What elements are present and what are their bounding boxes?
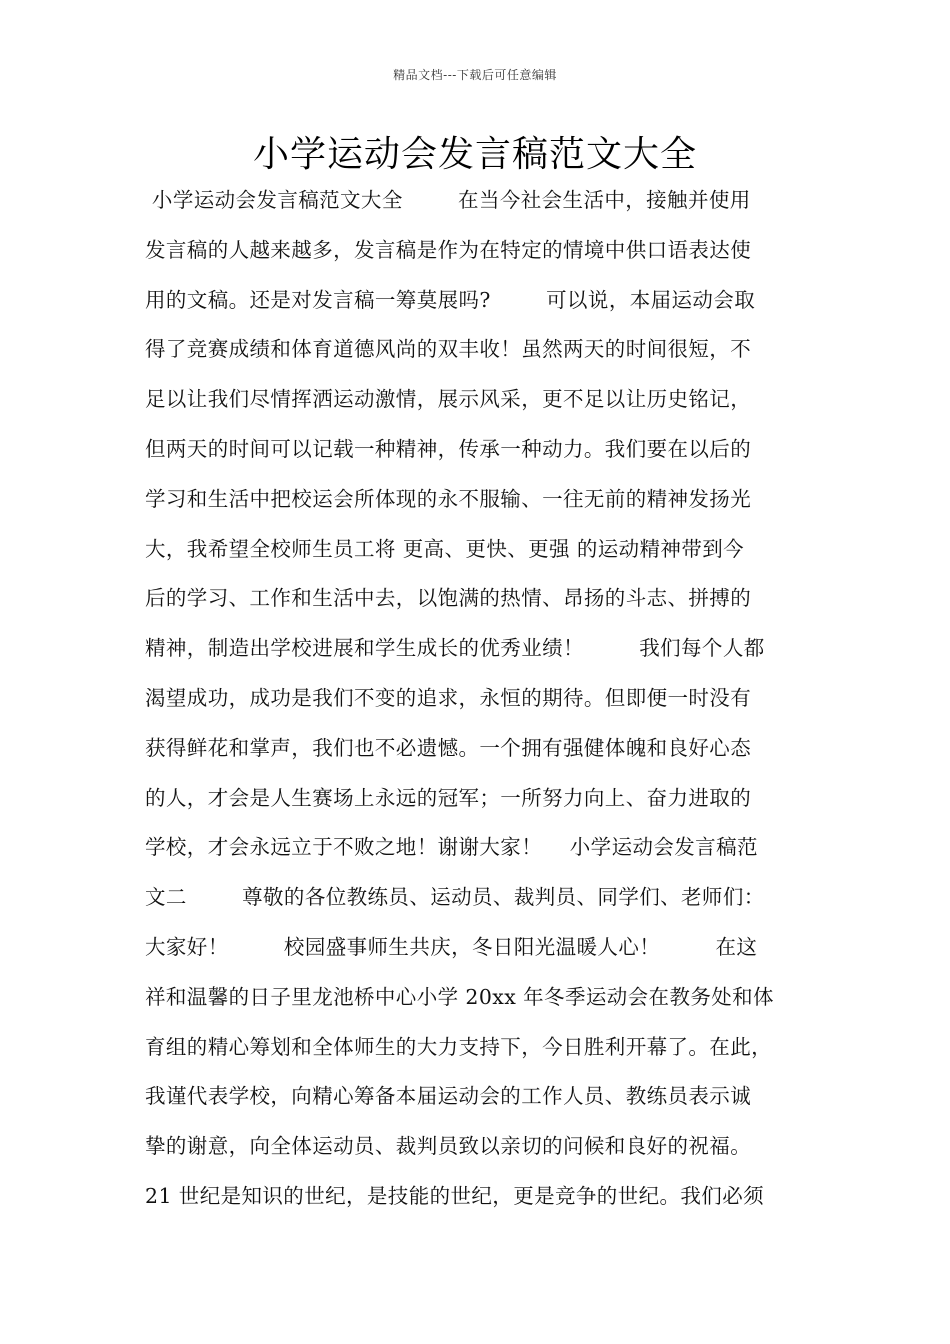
body-line: 足以让我们尽情挥洒运动激情，展示风采，更不足以让历史铭记， — [145, 387, 752, 412]
body-line: 学习和生活中把校运会所体现的永不服输、一往无前的精神发扬光 — [145, 486, 752, 511]
body-line: 挚的谢意，向全体运动员、裁判员致以亲切的问候和良好的祝福。 — [145, 1134, 752, 1159]
body-line: 获得鲜花和掌声，我们也不必遗憾。一个拥有强健体魄和良好心态 — [145, 735, 752, 760]
document-body — [145, 180, 825, 1226]
body-line: 文二 尊敬的各位教练员、运动员、裁判员、同学们、老师们： — [145, 885, 765, 910]
document-title: 小学运动会发言稿范文大全 — [252, 134, 697, 175]
body-line: 育组的精心筹划和全体师生的大力支持下，今日胜利开幕了。在此， — [145, 1034, 772, 1059]
body-line: 后的学习、工作和生活中去，以饱满的热情、昂扬的斗志、拼搏的 — [145, 586, 752, 611]
body-line: 的人，才会是人生赛场上永远的冠军；一所努力向上、奋力进取的 — [145, 785, 752, 810]
body-line: 大家好！ 校园盛事师生共庆，冬日阳光温暖人心！ 在这 — [145, 934, 758, 959]
body-line: 渴望成功，成功是我们不变的追求，永恒的期待。但即便一时没有 — [145, 685, 752, 710]
body-line: 小学运动会发言稿范文大全 在当今社会生活中，接触并使用 — [145, 188, 751, 212]
body-line: 但两天的时间可以记载一种精神，传承一种动力。我们要在以后的 — [145, 436, 752, 461]
body-line: 发言稿的人越来越多，发言稿是作为在特定的情境中供口语表达使 — [145, 237, 752, 262]
body-line: 学校，才会永远立于不败之地！谢谢大家！ 小学运动会发言稿范 — [145, 835, 758, 860]
body-line: 用的文稿。还是对发言稿一筹莫展吗? 可以说，本届运动会取 — [145, 287, 756, 312]
body-line: 祥和温馨的日子里龙池桥中心小学 20xx 年冬季运动会在教务处和体 — [145, 984, 774, 1009]
body-line: 21 世纪是知识的世纪，是技能的世纪，更是竞争的世纪。我们必须 — [145, 1183, 764, 1208]
body-line: 得了竞赛成绩和体育道德风尚的双丰收！虽然两天的时间很短，不 — [145, 337, 752, 362]
body-line: 我谨代表学校，向精心筹备本届运动会的工作人员、教练员表示诚 — [145, 1084, 752, 1109]
body-line: 大，我希望全校师生员工将 更高、更快、更强 的运动精神带到今 — [145, 536, 745, 561]
body-line: 精神，制造出学校进展和学生成长的优秀业绩！ 我们每个人都 — [145, 636, 765, 661]
header-note: 精品文档---下载后可任意编辑 — [393, 68, 557, 82]
